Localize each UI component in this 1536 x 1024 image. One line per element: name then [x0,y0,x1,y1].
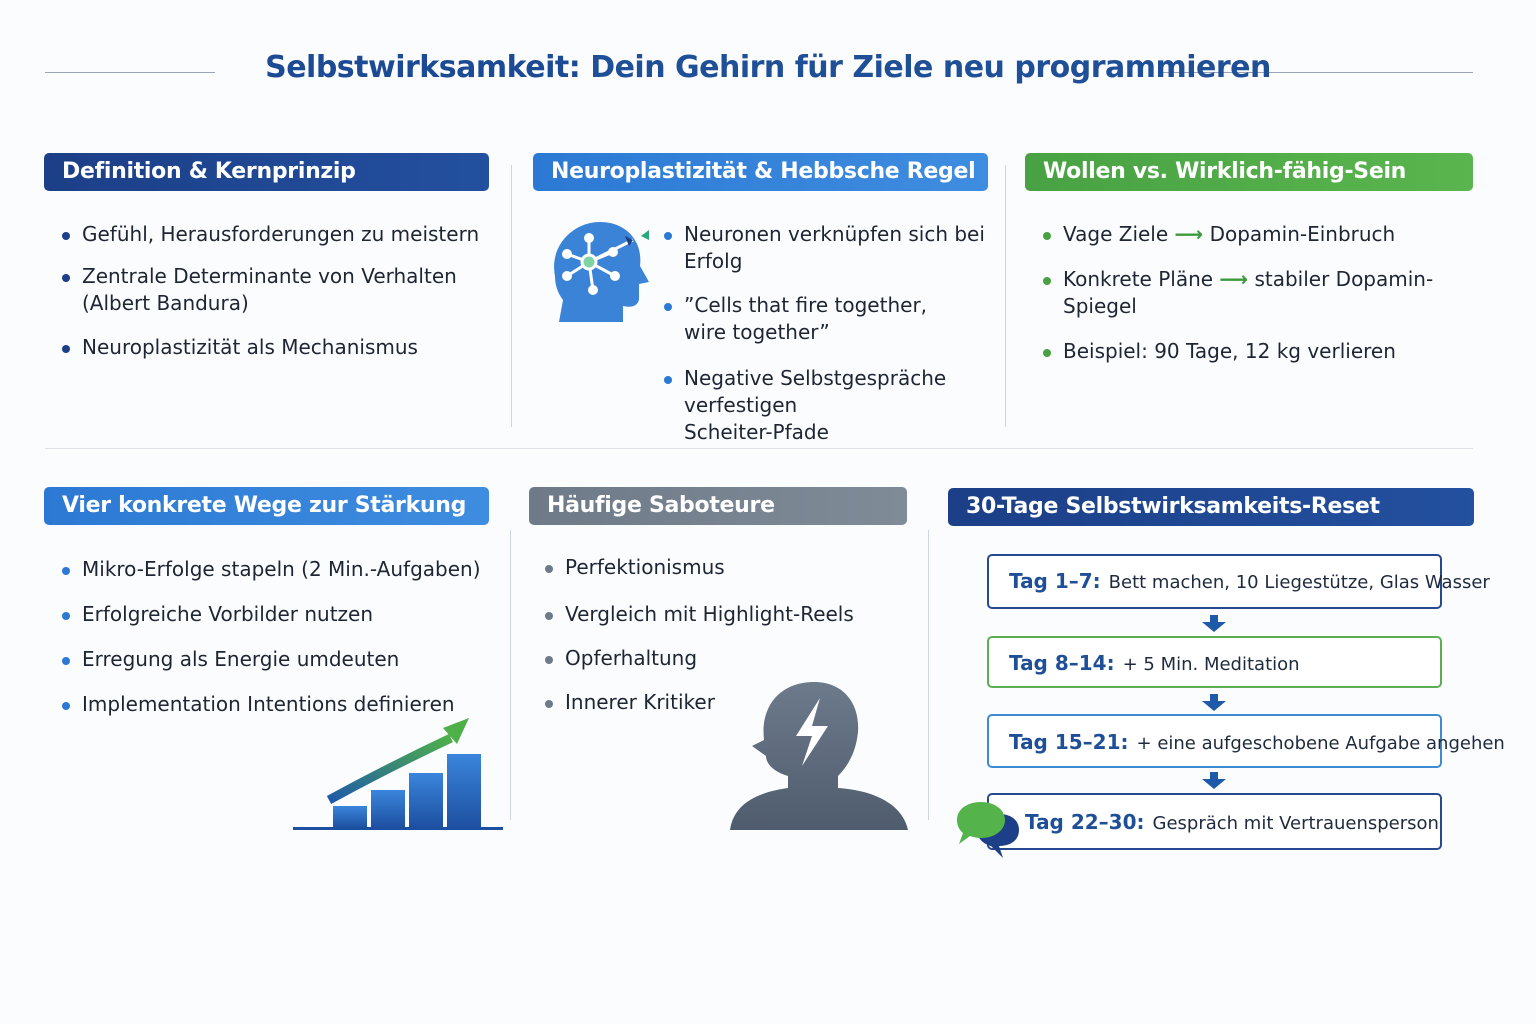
wanting-list [1043,221,1473,365]
definition-list [62,221,492,361]
divider-middle [45,448,1473,449]
neuroplasticity-header: Neuroplastizität & Hebbsche Regel [533,153,988,191]
list-item: Erfolgreiche Vorbilder nutzen [62,601,502,628]
divider-bottom-2 [928,530,929,820]
list-item: Negative Selbstgespräche verfestigen Scheiter-Pfade [664,365,1004,446]
list-item: Zentrale Determinante von Verhalten (Albert Bandura) [62,263,492,317]
page-title-main: Selbstwirksamkeit: [265,50,581,85]
list-item: Gefühl, Herausforderungen zu meistern [62,221,492,248]
divider-bottom-1 [510,530,511,820]
chat-bubbles-icon [955,800,1021,860]
arrow-down-icon [1202,772,1226,794]
list-item: Vage Ziele ⟶ Dopamin-Einbruch [1043,221,1473,248]
list-item: Konkrete Pläne ⟶ stabiler Dopamin-Spiegel [1043,266,1473,320]
arrow-right-icon: ⟶ [1219,267,1249,291]
arrow-right-icon: ⟶ [1174,222,1204,246]
page-title [0,50,1536,85]
neuroplasticity-list [664,221,1004,446]
list-item: Mikro-Erfolge stapeln (2 Min.-Aufgaben) [62,556,502,583]
list-item: Neuroplastizität als Mechanismus [62,334,492,361]
list-item: Neuronen verknüpfen sich bei Erfolg [664,221,1004,275]
divider-top-1 [511,165,512,427]
list-item: Erregung als Energie umdeuten [62,646,502,673]
reset-step-3: Tag 15–21: + eine aufgeschobene Aufgabe angehen [987,714,1442,768]
reset-step-4: Tag 22–30: Gespräch mit Vertrauensperson [987,793,1442,850]
reset-header: 30-Tage Selbstwirksamkeits-Reset [948,488,1474,526]
page-title-sub: Dein Gehirn für Ziele neu programmieren [590,50,1271,85]
head-lightning-icon [730,680,910,832]
ways-header: Vier konkrete Wege zur Stärkung [44,487,489,525]
list-item: Vergleich mit Highlight-Reels [545,601,915,628]
list-item: Beispiel: 90 Tage, 12 kg verlieren [1043,338,1473,365]
list-item: Innerer Kritiker [545,689,915,716]
brain-network-icon [545,216,655,326]
reset-step-1: Tag 1–7: Bett machen, 10 Liegestütze, Glas Wasser [987,554,1442,609]
wanting-header: Wollen vs. Wirklich-fähig-Sein [1025,153,1473,191]
list-item: Implementation Intentions definieren [62,691,502,718]
ways-list [62,556,502,718]
saboteurs-header: Häufige Saboteure [529,487,907,525]
arrow-down-icon [1202,694,1226,716]
list-item: ”Cells that fire together, wire together” [664,292,1004,346]
reset-step-2: Tag 8–14: + 5 Min. Meditation [987,636,1442,688]
arrow-down-icon [1202,615,1226,637]
definition-header: Definition & Kernprinzip [44,153,489,191]
growth-chart-icon [293,716,505,832]
list-item: Opferhaltung [545,645,915,672]
divider-top-2 [1005,165,1006,427]
list-item: Perfektionismus [545,554,915,581]
